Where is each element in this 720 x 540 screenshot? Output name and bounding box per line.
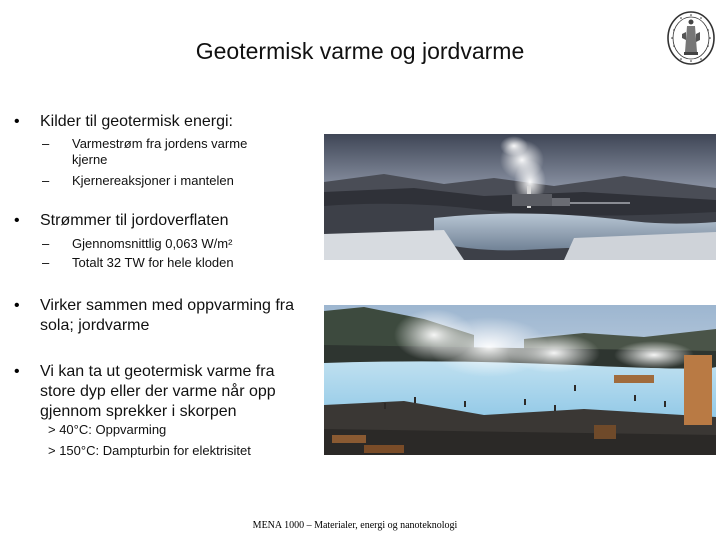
slide-title: Geotermisk varme og jordvarme xyxy=(195,38,525,64)
bullet-3-text-line2: sola; jordvarme xyxy=(40,317,150,334)
geothermal-plant-photo xyxy=(324,134,716,260)
bullet-2-text: Strømmer til jordoverflaten xyxy=(40,212,229,229)
threshold-steam-turbine: > 150°C: Dampturbin for elektrisitet xyxy=(48,443,251,458)
sub-1-1-text-line1: Varmestrøm fra jordens varme xyxy=(72,136,248,151)
sub-1-2-marker: – xyxy=(42,173,50,188)
bullet-3-marker: • xyxy=(14,297,20,314)
bullet-4-text-line2: store dyp eller der varme når opp xyxy=(40,383,276,400)
bullet-4-marker: • xyxy=(14,363,20,380)
bullet-4-text-line3: gjennom sprekker i skorpen xyxy=(40,403,237,420)
bullet-1-marker: • xyxy=(14,113,20,130)
sub-1-1-text-line2: kjerne xyxy=(72,152,108,167)
bullet-3-text-line1: Virker sammen med oppvarming fra xyxy=(40,297,295,314)
bullet-1-text: Kilder til geotermisk energi: xyxy=(40,113,233,130)
footer-course-name: MENA 1000 – Materialer, energi og nanoteknologi xyxy=(252,520,458,531)
sub-2-2-marker: – xyxy=(42,255,50,270)
bullet-2-marker: • xyxy=(14,212,20,229)
blue-lagoon-photo xyxy=(324,305,716,455)
university-seal-logo xyxy=(666,10,716,66)
sub-2-1-marker: – xyxy=(42,236,50,251)
sub-1-2-text: Kjernereaksjoner i mantelen xyxy=(72,173,234,188)
sub-2-1-text: Gjennomsnittlig 0,063 W/m² xyxy=(72,236,233,251)
bullet-4-text-line1: Vi kan ta ut geotermisk varme fra xyxy=(40,363,275,380)
sub-2-2-text: Totalt 32 TW for hele kloden xyxy=(72,255,234,270)
threshold-heating: > 40°C: Oppvarming xyxy=(48,422,167,437)
sub-1-1-marker: – xyxy=(42,136,50,151)
